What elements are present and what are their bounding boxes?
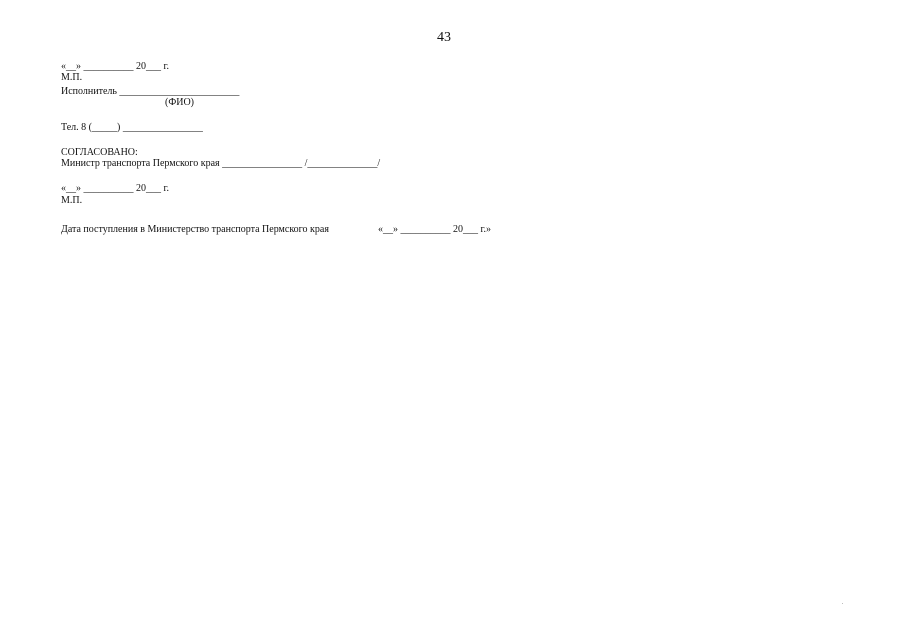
agreed-label: СОГЛАСОВАНО:	[61, 147, 138, 158]
page-number: 43	[437, 30, 451, 45]
fio-caption: (ФИО)	[165, 97, 195, 108]
agreement-date-line: «__» __________ 20___ г.	[61, 183, 169, 194]
phone-line: Тел. 8 (_____) ________________	[61, 122, 203, 133]
scan-artifact-dot	[842, 603, 843, 604]
minister-signature-line: Министр транспорта Пермского края ________________ /______________/	[61, 158, 381, 169]
agreement-stamp-placeholder: М.П.	[61, 195, 83, 206]
receipt-label: Дата поступления в Министерство транспорта Пермского края	[61, 224, 329, 235]
executor-line: Исполнитель ________________________	[61, 86, 240, 97]
stamp-placeholder: М.П.	[61, 72, 83, 83]
signature-date-line: «__» __________ 20___ г.	[61, 61, 169, 72]
receipt-date-line: «__» __________ 20___ г.»	[378, 224, 491, 235]
